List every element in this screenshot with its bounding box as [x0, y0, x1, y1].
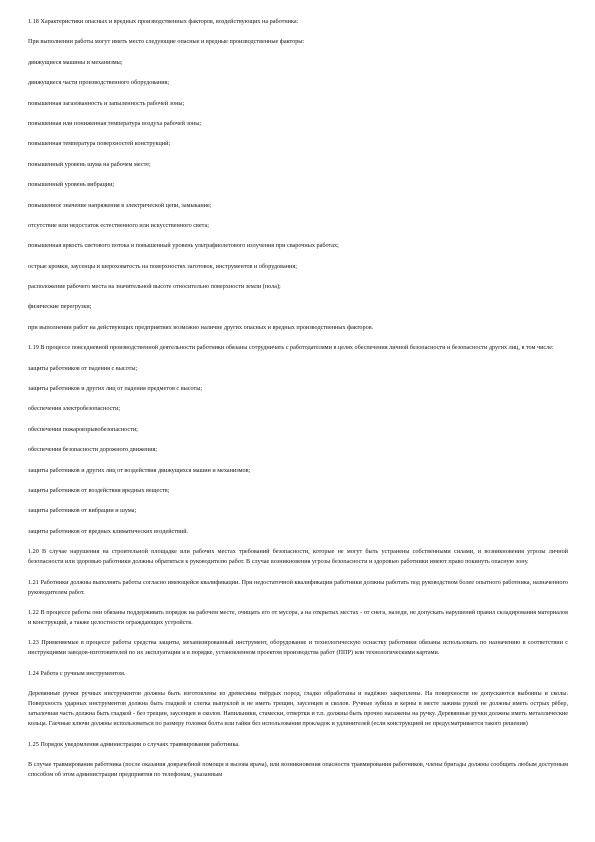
paragraph: повышенная температура поверхностей конструкций;: [28, 140, 171, 148]
paragraph: повышенная яркость светового потока и повышенный уровень ультрафиолетового излучения при сварочных работах;: [28, 242, 339, 250]
paragraph: В случае травмирования работника (после оказания доврачебной помощи и вызова врача), или возникновения опасности травмирования работников, члены бригады должны сообщить любым доступным способом об этом администрации предприятия по телефонам, указанным: [28, 760, 568, 778]
paragraph: повышенный уровень шума на рабочем месте;: [28, 160, 151, 168]
paragraph: защиты работников от вредных климатических воздействий.: [28, 527, 189, 535]
paragraph: физические перегрузки;: [28, 303, 92, 311]
paragraph: повышенное значение напряжения в электрической цепи, замыкание;: [28, 201, 212, 209]
paragraph: при выполнении работ на действующих предприятиях возможно наличие других опасных и вредных производственных факторов.: [28, 323, 374, 331]
paragraph: защиты работников от вибрации и шума;: [28, 507, 137, 515]
paragraph: 1.20 В случае нарушения на строительной площадке или рабочих местах требований безопасности, которые не могут быть устранены собственными силами, и возникновения угрозы личной безопасности или здоровью работники должны обратиться к руководителю работ. В случае возникновения угрозы безопасности и здоровью работники имеют право покинуть опасную зону.: [28, 548, 568, 566]
paragraph: Деревянные ручки ручных инструментов должны быть изготовлены из древесины твёрдых пород, гладко обработаны и надёжно закреплены. На поверхности не допускаются выбоины и сколы. Поверхность ударных инструментов должна быть гладкой и слегка выпуклой и не иметь трещин, заусенцев и сколов. Ручные зубила и керны в месте зажима рукой не должны иметь острых рёбер, затылочная часть должна быть гладкой - без трещин, заусенцев и сколов. Напильники, стамески, отвертки и т.п. должны быть прочно насажены на ручку. Деревянные ручки должны иметь металлические кольца. Гаечные ключи должны использоваться по размеру головки болта или гайки без использования прокладок и удлинителей (если конструкцией не предусматривается такого решения): [28, 690, 568, 728]
paragraph: движущиеся машины и механизмы;: [28, 58, 123, 66]
paragraph: защиты работников от падения с высоты;: [28, 364, 138, 372]
paragraph: обеспечения безопасности дорожного движения;: [28, 446, 158, 454]
paragraph: обеспечения электробезопасности;: [28, 405, 121, 413]
paragraph: При выполнении работы могут иметь место следующие опасные и вредные производственные факторы:: [28, 38, 305, 46]
paragraph: острые кромки, заусенцы и шероховатость на поверхностях заготовок, инструментов и оборудования;: [28, 262, 297, 270]
paragraph: расположение рабочего места на значительной высоте относительно поверхности земли (пола);: [28, 283, 281, 291]
paragraph: 1.18 Характеристики опасных и вредных производственных факторов, воздействующих на работника:: [28, 18, 299, 25]
paragraph: движущиеся части производственного оборудования;: [28, 79, 170, 87]
paragraph: 1.19 В процессе повседневной производственной деятельности работники обязаны сотрудничать с работодателями в целях обеспечения личной безопасности и безопасности других лиц, в том числе:: [28, 344, 554, 352]
paragraph: 1.23 Применяемые в процессе работы средства защиты, механизированный инструмент, оборудование и технологическую оснастку работники обязаны использовать по назначению в соответствии с инструкциями заводов-изготовителей по их эксплуатации и в порядке, установленном проектом производства работ (ППР) или технологическими картами.: [28, 639, 568, 657]
paragraph: защиты работников от воздействия вредных веществ;: [28, 486, 170, 494]
paragraph: 1.21 Работники должны выполнять работы согласно имеющейся квалификации. При недостаточной квалификации работники должны работать под руководством более опытного работника, назначенного руководителем работ.: [28, 578, 568, 596]
paragraph: защиты работников и других лиц от падения предметов с высоты;: [28, 385, 203, 393]
paragraph: защиты работников и других лиц от воздействия движущихся машин и механизмов;: [28, 466, 251, 474]
paragraph: 1.25 Порядок уведомления администрации о случаях травмирования работника.: [28, 740, 240, 748]
paragraph: отсутствие или недостаток естественного или искусственного света;: [28, 221, 209, 229]
paragraph: 1.22 В процессе работы они обязаны поддерживать порядок на рабочем месте, очищать его от мусора, а на открытых местах - от снега, наледи, не допускать нарушений правил складирования материалов и конструкций, а также целостности ограждающих устройств.: [28, 608, 568, 626]
paragraph: обеспечения пожаровзрывобезопасности;: [28, 425, 138, 433]
document-body: [28, 17, 568, 790]
paragraph: повышенная или пониженная температура воздуха рабочей зоны;: [28, 119, 202, 127]
paragraph: повышенный уровень вибрации;: [28, 181, 115, 189]
paragraph: 1.24 Работа с ручным инструментом.: [28, 669, 126, 677]
paragraph: повышенная загазованность и запыленность рабочей зоны;: [28, 99, 185, 107]
